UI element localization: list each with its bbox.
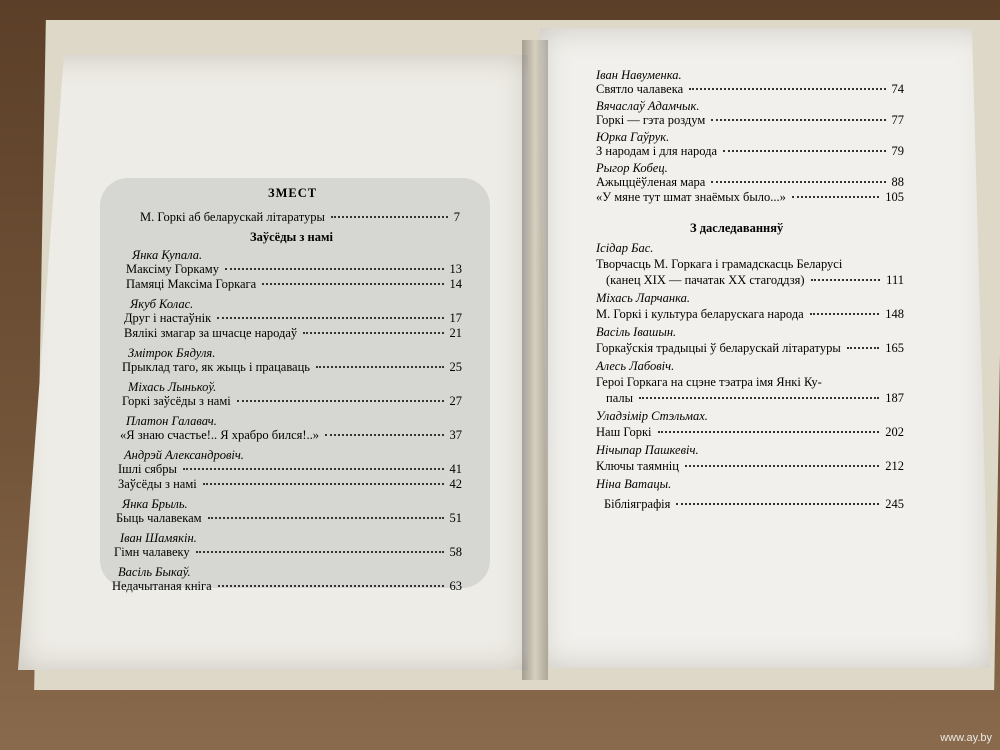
leader-dots <box>689 88 885 90</box>
toc-entry <box>606 391 904 406</box>
toc-entry-title: «Я знаю счастье!.. Я храбро бился!..» <box>120 428 320 442</box>
toc-entry-title: Горкаўскія традыцыі ў беларускай літаратуры <box>596 341 841 355</box>
toc-author: Міхась Лынькоў. <box>128 380 217 394</box>
toc-page-number: 111 <box>886 273 904 287</box>
leader-dots <box>676 503 879 505</box>
leader-dots <box>262 283 443 285</box>
toc-page-number: 14 <box>449 277 462 291</box>
toc-author: Вячаслаў Адамчык. <box>596 99 700 113</box>
toc-entry-title: М. Горкі аб беларускай літаратуры <box>140 210 325 224</box>
leader-dots <box>217 317 443 319</box>
toc-entry <box>596 113 904 128</box>
toc-entry-title: Заўсёды з намі <box>118 477 197 491</box>
toc-entry-title: З народам і для народа <box>596 144 718 158</box>
toc-page-number: 148 <box>885 307 904 321</box>
toc-entry-title: «У мяне тут шмат знаёмых было...» <box>596 190 786 204</box>
leader-dots <box>237 400 444 402</box>
leader-dots <box>183 468 444 470</box>
leader-dots <box>711 119 885 121</box>
leader-dots <box>203 483 444 485</box>
toc-page-number: 202 <box>885 425 904 439</box>
toc-page-number: 7 <box>453 210 460 224</box>
toc-entry-title: Горкі заўсёды з намі <box>122 394 231 408</box>
toc-page-number: 212 <box>885 459 904 473</box>
toc-entry <box>118 477 462 492</box>
toc-entry-title: Максіму Горкаму <box>126 262 219 276</box>
toc-page-number: 37 <box>449 428 462 442</box>
watermark: www.ay.by <box>940 732 992 744</box>
toc-page-number: 74 <box>891 82 904 96</box>
leader-dots <box>196 551 444 553</box>
toc-entry <box>114 545 462 560</box>
toc-page-number: 63 <box>449 579 462 593</box>
toc-entry-title: Святло чалавека <box>596 82 684 96</box>
toc-page-number: 27 <box>449 394 462 408</box>
toc-entry-title: Героі Горкага на сцэне тэатра імя Янкі Ку- <box>596 375 822 389</box>
toc-page-number: 88 <box>891 175 904 189</box>
toc-entry-title: Гімн чалавеку <box>114 545 190 559</box>
toc-author: Платон Галавач. <box>126 414 217 428</box>
toc-entry-title: Памяці Максіма Горкага <box>126 277 257 291</box>
leader-dots <box>208 517 444 519</box>
toc-entry <box>122 360 462 375</box>
toc-entry <box>126 262 462 277</box>
leader-dots <box>658 431 880 433</box>
toc-page-number: 41 <box>449 462 462 476</box>
leader-dots <box>331 216 448 218</box>
toc-page-number: 77 <box>891 113 904 127</box>
leader-dots <box>792 196 879 198</box>
toc-page-number: 79 <box>891 144 904 158</box>
toc-entry-title: Недачытаная кніга <box>112 579 212 593</box>
toc-entry <box>596 257 904 272</box>
toc-entry-title: Ішлі сябры <box>118 462 177 476</box>
toc-entry <box>596 425 904 440</box>
toc-entry <box>606 273 904 288</box>
toc-entry-title: (канец XIX — пачатак XX стагоддзя) <box>606 273 805 287</box>
toc-author: Юрка Гаўрук. <box>596 130 670 144</box>
toc-entry <box>118 462 462 477</box>
contents-heading: ЗМЕСТ <box>268 186 318 200</box>
toc-page-number: 17 <box>449 311 462 325</box>
toc-author: Іван Навуменка. <box>596 68 682 82</box>
toc-author: Ніна Ватацы. <box>596 477 672 491</box>
toc-entry-title: Наш Горкі <box>596 425 652 439</box>
toc-page-number: 25 <box>449 360 462 374</box>
toc-entry-title: Прыклад таго, як жыць і працаваць <box>122 360 310 374</box>
toc-entry <box>596 341 904 356</box>
toc-entry <box>596 307 904 322</box>
toc-author: Янка Брыль. <box>122 497 188 511</box>
toc-entry-title: Друг і настаўнік <box>124 311 212 325</box>
toc-author: Нічыпар Пашкевіч. <box>596 443 699 457</box>
toc-author: Рыгор Кобец. <box>596 161 668 175</box>
toc-entry <box>596 190 904 205</box>
toc-entry-title: палы <box>606 391 633 405</box>
toc-entry-title: Горкі — гэта роздум <box>596 113 706 127</box>
leader-dots <box>225 268 444 270</box>
toc-entry <box>596 459 904 474</box>
toc-author: Уладзімір Стэльмах. <box>596 409 708 423</box>
leader-dots <box>810 313 880 315</box>
toc-entry-title: Творчасць М. Горкага і грамадскасць Беларусі <box>596 257 843 271</box>
toc-entry <box>124 311 462 326</box>
leader-dots <box>723 150 885 152</box>
toc-author: Янка Купала. <box>132 248 203 262</box>
toc-entry <box>140 210 460 225</box>
leader-dots <box>325 434 443 436</box>
toc-entry <box>124 326 462 341</box>
toc-author: Змітрок Бядуля. <box>128 346 216 360</box>
leader-dots <box>639 397 879 399</box>
toc-entry <box>596 144 904 159</box>
toc-entry <box>596 175 904 190</box>
book-gutter <box>522 40 548 680</box>
toc-author: Васіль Быкаў. <box>118 565 191 579</box>
toc-entry-title: Вялікі змагар за шчасце народаў <box>124 326 298 340</box>
toc-entry-title: Ажыццёўленая мара <box>596 175 706 189</box>
toc-author: Андрэй Александровіч. <box>124 448 244 462</box>
toc-entry <box>120 428 462 443</box>
leader-dots <box>218 585 444 587</box>
toc-entry-title: М. Горкі і культура беларускага народа <box>596 307 804 321</box>
toc-author: Міхась Ларчанка. <box>596 291 691 305</box>
toc-entry <box>116 511 462 526</box>
leader-dots <box>711 181 885 183</box>
toc-entry <box>126 277 462 292</box>
leader-dots <box>685 465 879 467</box>
section-title: З даследаванняў <box>690 221 784 235</box>
leader-dots <box>303 332 443 334</box>
toc-page-number: 105 <box>885 190 904 204</box>
toc-page-number: 51 <box>449 511 462 525</box>
toc-author: Якуб Колас. <box>130 297 194 311</box>
toc-author: Іван Шамякін. <box>120 531 197 545</box>
toc-author: Васіль Івашын. <box>596 325 677 339</box>
toc-page-number: 21 <box>449 326 462 340</box>
leader-dots <box>316 366 444 368</box>
section-title: Заўсёды з намі <box>250 230 333 244</box>
toc-page-number: 58 <box>449 545 462 559</box>
toc-author: Алесь Лабовіч. <box>596 359 675 373</box>
toc-entry <box>112 579 462 594</box>
toc-page-number: 13 <box>449 262 462 276</box>
toc-page-number: 165 <box>885 341 904 355</box>
toc-entry <box>604 497 904 512</box>
toc-entry-title: Бібліяграфія <box>604 497 671 511</box>
toc-page-number: 42 <box>449 477 462 491</box>
toc-entry <box>122 394 462 409</box>
toc-author: Ісідар Бас. <box>596 241 654 255</box>
toc-page-number: 245 <box>885 497 904 511</box>
leader-dots <box>847 347 880 349</box>
toc-entry-title: Ключы таямніц <box>596 459 679 473</box>
toc-entry <box>596 375 904 390</box>
toc-page-number: 187 <box>885 391 904 405</box>
leader-dots <box>811 279 881 281</box>
toc-entry <box>596 82 904 97</box>
toc-entry-title: Быць чалавекам <box>116 511 202 525</box>
